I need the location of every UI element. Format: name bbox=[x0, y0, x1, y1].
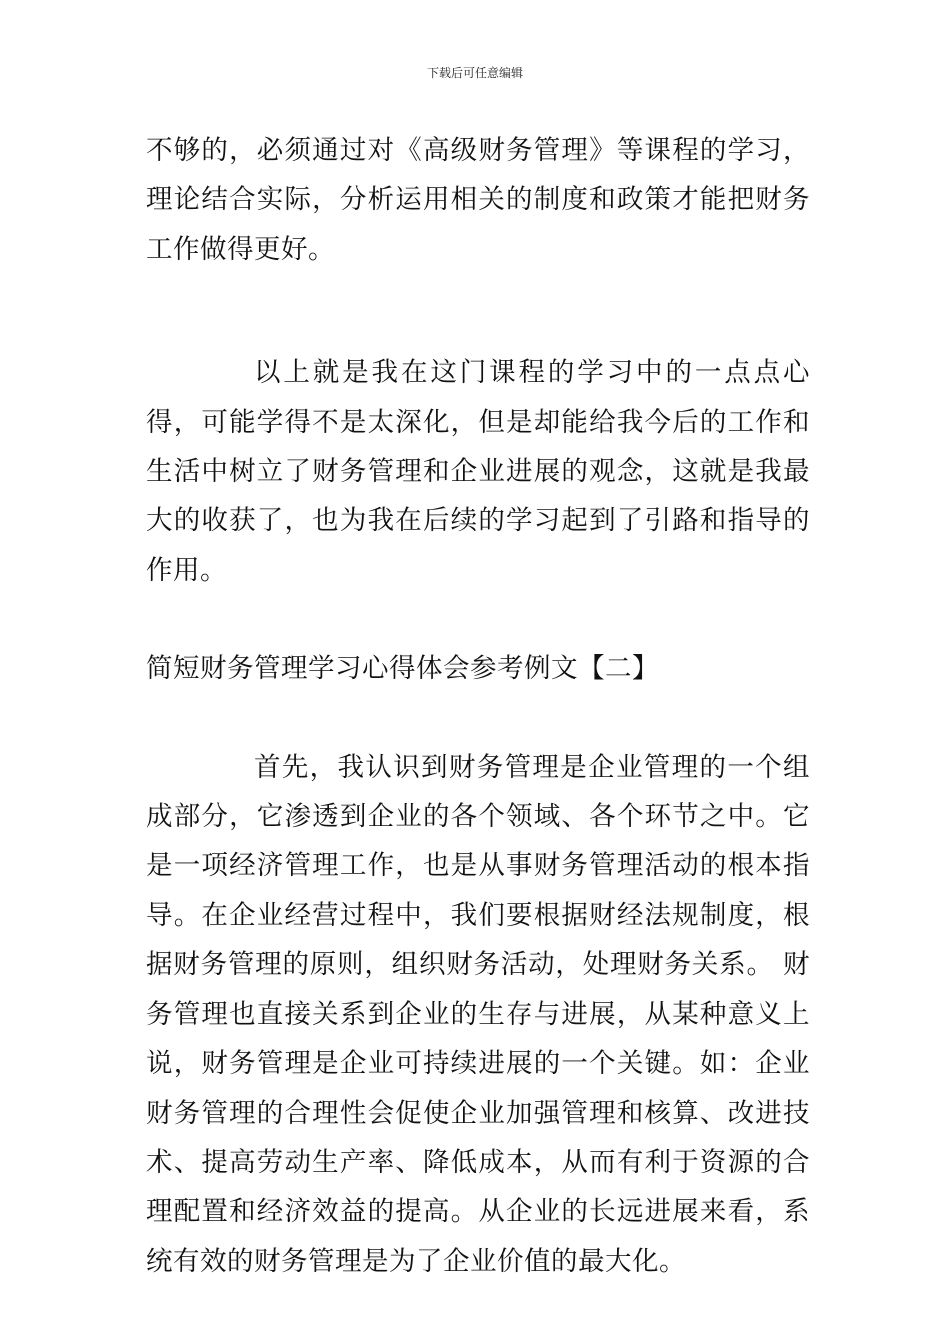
section-heading: 简短财务管理学习心得体会参考例文【二】 bbox=[146, 653, 659, 685]
document-body bbox=[146, 126, 810, 1286]
paragraph-continuation: 不够的，必须通过对《高级财务管理》等课程的学习，理论结合实际，分析运用相关的制度和政策才能把财务工作做得更好。 bbox=[146, 135, 810, 265]
paragraph-body: 首先，我认识到财务管理是企业管理的一个组成部分，它渗透到企业的各个领域、各个环节之中。它是一项经济管理工作，也是从事财务管理活动的根本指导。在企业经营过程中，我们要根据财经法规制度，根据财务管理的原则，组织财务活动，处理财务关系。 财务管理也直接关系到企业的生存与进展，从某种意义上说，财务管理是企业可持续进展的一个关键。如：企业财务管理的合理性会促使企业加强管理和核算、改进技术、提高劳动生产率、降低成本，从而有利于资源的合理配置和经济效益的提高。从企业的长远进展来看，系统有效的财务管理是为了企业价值的最大化。 bbox=[146, 751, 810, 1277]
paragraph-conclusion: 以上就是我在这门课程的学习中的一点点心得，可能学得不是太深化，但是却能给我今后的工作和生活中树立了财务管理和企业进展的观念，这就是我最大的收获了，也为我在后续的学习起到了引路和指导的作用。 bbox=[146, 357, 810, 586]
header-note: 下载后可任意编辑 bbox=[426, 66, 523, 80]
